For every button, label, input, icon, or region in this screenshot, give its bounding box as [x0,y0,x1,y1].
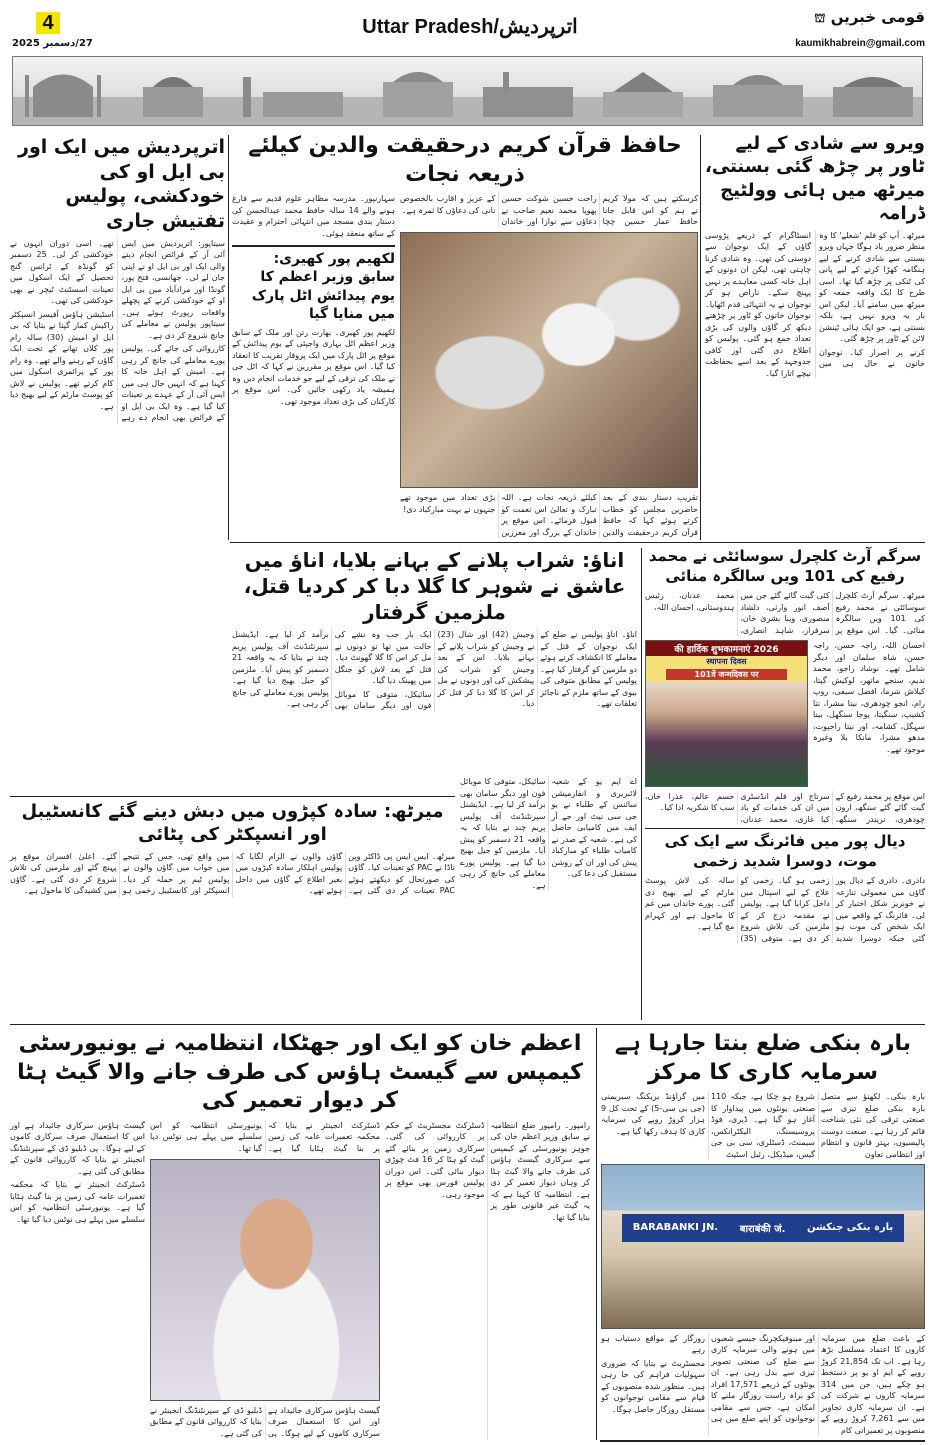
story-body-left [232,193,395,241]
paragraph: سیتاپور: اترپردیش میں ایس آئی آر کے فرائض انجام دینے والی ایک اور بی ایل او نے اپنی جان لے لی۔ جھانسی، فتح پور، گونڈا اور مرادآباد میں بی ایل او کے خودکشی کرنے کے پچھلے واقعات رپورٹ ہوئے ہیں۔ سیتاپور پولیس نے معاملے کی جانچ شروع کر دی ہے۔ [121,238,225,340]
story-body-bottom [150,1405,380,1441]
story-body-left [10,1120,145,1440]
story-body-bottom [601,1333,925,1437]
issue-date: 27/دسمبر 2025 [12,38,93,49]
photo-banner-line: स्थापना दिवस [706,657,747,666]
paragraph: سائیکل، متوفی کا موبائل فون اور دیگر سامان بھی برآمد کر لیا ہے۔ ایڈیشنل سپرنٹنڈنٹ آف پولیس پریم چند نے بتایا کہ یہ واقعہ 21 دسمبر کو پیش آیا۔ ملزمین کو جیل بھیج دیا گیا ہے۔ پولیس پورے معاملے کی جانچ کر رہی ہے۔ [232,630,432,710]
story-blo [10,135,225,790]
story-body-right [385,1120,590,1440]
story-headline: اترپردیش میں ایک اور بی ایل او کی خودکشی، پولیس تفتیش جاری [18,136,225,233]
paragraph: میں گراؤنڈ بریکنگ سیریمنی (جی بی سی-5) کے تحت کل 9 ہزار کروڑ روپے کی سرمایہ کاری کا ہدف رکھا گیا ہے۔ [601,1092,705,1136]
paragraph: گیسٹ ہاؤس سرکاری جائیداد ہے اور اس کا استعمال صرف سرکاری کاموں کے لیے ہوگا۔ پی ڈبلیو ڈی کے سپرنٹنڈنگ انجینئر نے بتایا کہ کارروائی قانون کے مطابق کی گئی ہے۔ [10,1120,145,1176]
story-body-top [150,1120,380,1156]
story-amu [460,776,637,1020]
story-body [10,851,455,898]
paragraph: ڈسٹرکٹ مجسٹریٹ کے حکم پر کارروائی کی گئی۔ سرکاری زمین پر بنائے گئے گیٹ کو ہٹا کر 16 فٹ چوڑی دیوار بنائی گئی۔ اس دوران پولیس فورس بھی موقع پر موجود رہی۔ [385,1120,485,1199]
story-body [705,230,925,380]
paragraph: کرسکتے ہیں کہ مولا کریم نے ہم کو اس قابل جانا حافظ عمار حسین چچا راحت حسین شوکت حسین پھوپا محمد نعیم صاحب نے دعاؤں سے نوازا اور خاندان کے عزیز و اقارب بالخصوص نانی کی دعاؤں کا ثمرہ ہے۔ [400,194,698,227]
heritage-banner-image [12,56,923,126]
paragraph: گیسٹ ہاؤس سرکاری جائیداد ہے اور اس کا استعمال صرف سرکاری کاموں کے لیے ہوگا۔ پی ڈبلیو ڈی کے سپرنٹنڈنگ انجینئر نے بتایا کہ کارروائی قانون کے مطابق کی گئی ہے۔ [150,1405,380,1438]
story-body [10,238,225,424]
story-body [232,327,395,410]
story-sargam [645,547,925,825]
page-title: Uttar Pradesh/اترپردیش [362,16,578,38]
story-headline: بارہ بنکی ضلع بنتا جارہا ہے سرمایہ کاری کا مرکز [614,1031,912,1085]
column-divider [228,135,229,540]
paragraph: میں واقع تھی، جس کے نتیجے میں جواب میں گاؤں والوں نے پولیس ٹیم پر حملہ کر دیا۔ انسپکٹر اور کانسٹیبل زخمی ہو گئے۔ اعلیٰ افسران موقع پر پہنچ گئے اور ملزمین کی تلاش شروع کر دی گئی ہے۔ گاؤں میں کشیدگی کا ماحول ہے۔ [10,851,230,896]
paragraph: میرٹھ۔ آپ کو فلم 'شعلے' کا وہ منظر ضرور یاد ہوگا جہاں ویرو بسنتی سے شادی کرنے کے لیے ہنگامہ کھڑا کرنے کے لیے پانی کی ٹنکی پر چڑھ گیا تھا۔ اسی طرح کا ایک واقعہ جمعہ کو میرٹھ میں سامنے آیا۔ لیکن اس بار یہ ویرو نہیں ہے، بلکہ بسنتی ہے، جو ایک ہائی ٹینشن لائن کے ٹاور پر چڑھ گئی۔ [819,230,925,344]
paragraph: ڈسٹرکٹ انجینئر نے بتایا کہ محکمہ تعمیرات عامہ کی زمین پر بنا گیٹ ہٹایا گیا ہے۔ یونیورسٹی انتظامیہ کو اس سلسلے میں پہلے ہی نوٹس دیا گیا تھا۔ [150,1120,380,1153]
paragraph: سائیکل، متوفی کا موبائل فون اور دیگر سامان بھی برآمد کر لیا ہے۔ ایڈیشنل سپرنٹنڈنٹ آف پولیس پریم چند نے بتایا کہ یہ واقعہ 21 دسمبر کو پیش آیا۔ ملزمین کو جیل بھیج دیا گیا ہے۔ پولیس پورے معاملے کی جانچ کر رہی ہے۔ [460,777,546,890]
logo-emblem-icon: ⛫ [814,11,826,25]
story-lakhimpur [232,245,395,323]
story-veeru [705,132,925,538]
station-sign-hindi: बाराबंकी जं. [739,1223,786,1235]
story-headline: لکھیم پور کھیری: سابق وزیر اعظم کا یوم پیدائش اٹل پارک میں منایا گیا [251,251,395,322]
azam-khan-photo [150,1159,380,1400]
contact-email: kaumikhabrein@gmail.com [795,38,925,49]
station-sign-english: BARABANKI JN. [632,1222,719,1234]
turban-ceremony-photo [400,232,698,488]
bottom-rule [600,1440,925,1442]
paragraph: کرنے پر اصرار کیا۔ نوجوان خاتون نے حال ہی میں انسٹاگرام کے ذریعے پڑوسی گاؤں کے ایک نوجوان سے دوستی کی تھی۔ وہ شادی کرنا چاہتی تھی، لیکن ان دونوں کے اہل خانہ کسی معاہدے پر نہیں پہنچ سکے۔ ناراض ہو کر نوجوان نے یہ انتہائی قدم اٹھایا۔ نوجوان خاتون کو ٹاور پر چڑھتے دیکھ کر گاؤں والوں کی بڑی تعداد جمع ہو گئی۔ پولیس کو اطلاع دی گئی اور کافی جدوجہد کے بعد اسے بحفاظت نیچے اتارا گیا۔ [705,230,925,378]
paragraph: میرٹھ۔ ایس ایس پی ڈاکٹر وپن تاڈا نے PAC کو تعینات کیا۔ گاؤں کی صورتحال کو دیکھتے ہوئے PAC تعینات کر دی گئی ہے۔ گاؤں والوں نے الزام لگایا کہ پولیس اہلکار سادہ کپڑوں میں بغیر اطلاع کے گاؤں میں داخل ہوئے تھے۔ [235,851,456,896]
story-body-side [813,640,925,787]
skyline-illustration [13,57,923,126]
story-dayalpur [645,832,925,1020]
story-azam [10,1030,590,1440]
column-divider [700,135,701,540]
event-photo [645,640,808,787]
paragraph: احسان اللہ، راجہ حسن، راجہ حسن، شاہ سلمان اور دیگر شامل تھے۔ نوشاد راجو، محمد ندیم، سنجے ماتھر، لوکیش گپتا، کیلاش شرما، افضل سیفی، روپ رام، انجو چودھری، نیتا مشرا، نتا کشیپ، سنگیتا، پوجا سنگھل، بینا سہگل، کشامہ، اور نیتا راجپوت، مدھو مشرا، مانکا بلا وغیرہ موجود تھے۔ [813,641,925,754]
page-number: 4 [36,12,60,34]
row-divider [10,796,455,797]
paragraph: دادری۔ دادری کے دیال پور گاؤں میں معمولی تنازعہ نے خونریز شکل اختیار کر لی۔ فائرنگ کے واقعے میں ایک شخص کی موت ہو گئی جبکہ دوسرا شدید زخمی ہو گیا۔ زخمی کو علاج کے لیے اسپتال میں داخل کرایا گیا ہے۔ پولیس نے مقدمہ درج کر کے ملزمین کی تلاش شروع کر دی ہے۔ متوفی (35) سالہ کی لاش پوسٹ مارٹم کے لیے بھیج دی گئی۔ پورے خاندان میں غم کا ماحول ہے اور کہرام مچ گیا ہے۔ [645,876,925,943]
column-divider [641,548,642,1020]
paragraph: وجیش (42) اور شال (23) نے وجیش کو شراب پلانے کے بہانے بلایا۔ اس کے بعد وجیش کو شراب کی پیشکش کی اور دونوں نے مل کر اس کا گلا دبا کر قتل کر دیا۔ [437,630,535,708]
photo-caption [645,791,925,826]
story-headline: ویرو سے شادی کے لیے ٹاور پر چڑھ گئی بسنتی، میرٹھ میں ہائی وولٹیج ڈرامہ [705,133,925,225]
station-sign [622,1214,904,1242]
paragraph: شروع ہو چکا ہے، جبکہ 110 صنعتی یونٹوں میں پیداوار کا آغاز ہو گیا ہے۔ ڈیری، فوڈ پروسیسنگ، الیکٹرانکس، سیمنٹ، ڈسٹلری، سی بی جی گیس، میڈیکل، رئیل اسٹیٹ [711,1092,815,1159]
logo-text: قومی خبریں [830,8,925,26]
paragraph: اناؤ۔ اناؤ پولیس نے ضلع کے ایک نوجوان کے قتل کے معاملے کا انکشاف کرتے ہوئے دو ملزمین کو گرفتار کیا ہے۔ پولیس کے مطابق متوفی کی بیوی کے ساتھ ملزم کے ناجائز تعلقات تھے۔ [540,630,637,708]
newspaper-logo [790,8,925,27]
paragraph: اسٹیشن ہاؤس آفیسر انسپکٹر راکیش کمار گپتا نے بتایا کہ بی ایل او امیش (30) سالہ رام پور کلاں تھانے کے تحت ایک گاؤں کے رہنے والے تھے۔ وہ رام پور کے پرائمری اسکول میں کام کرتے تھے۔ پولیس نے لاش کو پوسٹ مارٹم کے لیے بھیج دیا ہے۔ [10,309,114,411]
paragraph: لکھیم پور کھیری۔ بھارت رتن اور ملک کے سابق وزیر اعظم اٹل بہاری واجپئی کے یوم پیدائش کے موقع پر اٹل پارک میں ایک پروقار تقریب کا انعقاد کیا گیا۔ اس موقع پر مقررین نے کہا کہ اٹل جی نے ملک کی ترقی کے لیے جو خدمات انجام دیں وہ ہمیشہ یاد رکھی جائیں گی۔ اس موقع پر کارکنان کی بڑی تعداد موجود تھی۔ [232,327,395,406]
story-headline: میرٹھ: سادہ کپڑوں میں دبش دینے گئے کانسٹیبل اور انسپکٹر کی پٹائی [21,801,444,846]
story-barabanki [601,1030,925,1436]
story-body-bottom [400,492,698,538]
paragraph: تقریب دستار بندی کے بعد حاضرین مجلس کو خطاب کرتے ہوئے کہا کہ حافظ قرآن کریم درحقیقت والدین کیلئے ذریعہ نجات ہے۔ اللہ تبارک و تعالیٰ اس نعمت کو قبول فرمائے۔ اس موقع پر خاندان کے بزرگ اور معززین بڑی تعداد میں موجود تھے جنہوں نے بہت مبارکباد دی! [400,493,698,537]
story-body-top [400,193,698,228]
paragraph: رامپور۔ رامپور ضلع انتظامیہ نے سابق وزیر اعظم خان کی جوہر یونیورسٹی کے کیمپس سے سرکاری گیسٹ ہاؤس کی طرف جانے والا گیٹ ہٹا کر وہاں دیوار تعمیر کر دی ہے۔ انتظامیہ کا کہنا ہے کہ یہ گیٹ غیر قانونی طور پر بنایا گیا تھا۔ [490,1120,590,1222]
story-body-top [601,1091,925,1160]
story-anao [232,547,637,769]
story-headline: حافظ قرآن کریم درحقیقت والدین کیلئے ذریعہ نجات [248,133,682,187]
paragraph: اس موقع پر محمد رفیع کے گیت گائے گئے سنگھ، ارون چودھری، نریندر سنگھ، سرتاج اور فلم انڈسٹری میں ان کی خدمات کو یاد کیا غازی، محمد عدنان، حسم عالم، عذرا خان، سب کا شکریہ ادا کیا۔ [645,791,925,824]
paragraph: ڈسٹرکٹ انجینئر نے بتایا کہ محکمہ تعمیرات عامہ کی زمین پر بنا گیٹ ہٹایا گیا ہے۔ یونیورسٹی انتظامیہ کو اس سلسلے میں پہلے ہی نوٹس دیا گیا تھا۔ [10,1180,145,1224]
story-amu-body [460,776,637,891]
story-headline: اناؤ: شراب پلانے کے بہانے بلایا، اناؤ میں عاشق نے شوہر کا گلا دبا کر کردیا قتل، ملزمین گرفتار [243,548,626,624]
barabanki-station-photo [601,1164,925,1328]
story-hafiz [232,132,698,538]
paragraph: اور مینوفیکچرنگ جیسے شعبوں میں ہونے والی سرمایہ کاری سے ضلع کی صنعتی تصویر تیزی سے بدل رہی ہے۔ ان یونٹوں کے ذریعے 17,571 افراد کو براہ راست روزگار ملنے کا امکان ہے، جس سے مقامی نوجوانوں کو اپنے ضلع میں ہی روزگار کے مواقع دستیاب ہو رہے [601,1333,815,1423]
photo-banner-line: 101वें जन्मदिवस पर [666,669,787,680]
row-divider [230,542,925,543]
story-body [645,875,925,944]
story-body [232,629,637,712]
row-divider [645,828,925,829]
story-headline: اعظم خان کو ایک اور جھٹکا، انتظامیہ نے یونیورسٹی کیمپس سے گیسٹ ہاؤس کی طرف جانے والا گیٹ ہٹا کر دیوار تعمیر کی [17,1031,583,1114]
paragraph: کے باعث ضلع میں سرمایہ کاروں کا اعتماد مسلسل بڑھ رہا ہے۔ اب تک 21,854 کروڑ روپے کے ایم او یو پر دستخط ہو چکے ہیں، جن میں 314 سرمایہ کاروں نے شرکت کی ہے۔ ان سرمایہ کاری تجاویز میں سے 7,261 کروڑ روپے کے منصوبوں پر تعمیراتی کام [821,1333,925,1435]
paragraph: بارہ بنکی۔ لکھنؤ سے متصل بارہ بنکی ضلع تیزی سے صنعتی ترقی کی نئی شناخت قائم کر رہا ہے۔ صنعت دوست پالیسیوں، بہتر قانون و انتظام اور انتظامی تعاون [821,1092,925,1159]
photo-banner-line: 2026 की हार्दिक शुभकामनाएं [646,641,807,656]
story-body-top [645,590,925,636]
row-divider [10,1024,925,1025]
story-meerut [10,800,455,1020]
paragraph: میرٹھ۔ سرگم آرٹ کلچرل سوسائٹی نے محمد رفیع کی 101 ویں سالگرہ منائی۔ گیا۔ اس موقع پر کئی گیت گائے گئے جن میں آصف انور وارثی، دلشاد منصوری، وینا بشریٰ خان، سرفراز، شاہد انصاری، محمد عدنان، رئیس ہندوستانی، احسان اللہ، [645,591,925,635]
paragraph: ایک بار جب وہ نشے کی حالت میں تھا تو دونوں نے مل کر اس کا گلا گھونٹ دیا۔ قتل کے بعد لاش کو جنگل میں پھینک دیا گیا۔ [334,630,432,685]
station-sign-urdu: بارہ بنکی جنکشن [807,1222,894,1234]
paragraph: سہارنپور۔ مدرسہ مظاہر علوم قدیم سے فارغ ہونے والے 14 سالہ حافظ محمد عبدالحسن کی دستار بندی مسجد میں انتہائی احترام و عقیدت کے ساتھ منعقد ہوئی۔ [232,194,396,238]
paragraph: اے ایم یو کے شعبہ لائبریری و انفارمیشن سائنس کے طلباء نے یو جی سی نیٹ اور جے آر ایف میں کامیابی حاصل کی ہے۔ شعبہ کے صدر نے کامیاب طلباء کو مبارکباد پیش کی اور ان کے روشن مستقبل کی دعا کی۔ [551,777,637,878]
column-divider [596,1028,597,1440]
paragraph: مجسٹریٹ نے بتایا کہ ضروری سہولیات فراہم کی جا رہی ہیں۔ منظور شدہ منصوبوں کے قیام سے مقامی نوجوانوں کو مستقل روزگار حاصل ہوگا۔ [601,1358,705,1414]
paragraph: کارروائی کی جائے گی۔ پولیس پورے معاملے کی جانچ کر رہی ہے۔ امیش کے اہل خانہ کا کہنا ہے کہ انہیں حال ہی میں ایس آئی آر کے عہدے پر تعینات کیا گیا ہے۔ وہ ایک بی ایل او کے فرائض بھی انجام دے رہے تھے۔ اسی دوران انہوں نے خودکشی کر لی۔ 25 دسمبر کو گونڈہ کے ٹرانس گنج تحصیل کے ایک اسکول میں تعینات اسسٹنٹ ٹیچر نے بھی خودکشی کی تھی۔ [10,238,225,423]
story-headline: سرگم آرٹ کلچرل سوسائٹی نے محمد رفیع کی 101 ویں سالگرہ منائی [648,547,922,585]
story-headline: دیال پور میں فائرنگ سے ایک کی موت، دوسرا شدید زخمی [664,832,906,870]
